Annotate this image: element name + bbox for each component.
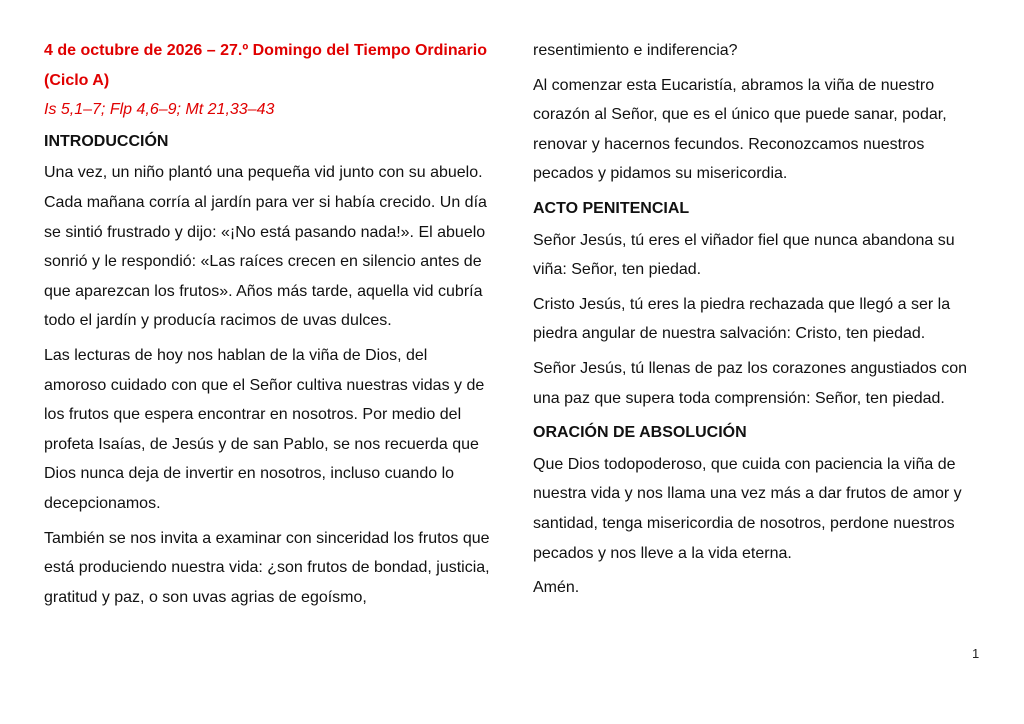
intro-paragraph-4: Al comenzar esta Eucaristía, abramos la viña de nuestro corazón al Señor, que es el único que puede sanar, podar, renovar y hacernos fecundos. Reconozcamos nuestros pecados y pidamos su misericordia. bbox=[533, 76, 947, 183]
intro-continuation: resentimiento e indiferencia? bbox=[533, 42, 738, 59]
page-number: 1 bbox=[972, 646, 980, 661]
heading-introduction: INTRODUCCIÓN bbox=[44, 132, 169, 150]
amen: Amén. bbox=[533, 579, 580, 597]
penitential-invocation-2: Cristo Jesús, tú eres la piedra rechazada que llegó a ser la piedra angular de nuestra salvación: Cristo, ten piedad. bbox=[533, 295, 951, 343]
scripture-references: Is 5,1–7; Flp 4,6–9; Mt 21,33–43 bbox=[44, 101, 275, 119]
right-column bbox=[533, 36, 981, 608]
penitential-invocation-3: Señor Jesús, tú llenas de paz los corazones angustiados con una paz que supera toda comprensión: Señor, ten piedad. bbox=[533, 359, 968, 407]
heading-penitential-act: ACTO PENITENCIAL bbox=[533, 199, 690, 217]
heading-absolution: ORACIÓN DE ABSOLUCIÓN bbox=[533, 424, 747, 442]
intro-paragraph-1: Una vez, un niño plantó una pequeña vid junto con su abuelo. Cada mañana corría al jardín para ver si había crecido. Un día se sintió frustrado y dijo: «¡No está pasando nada!». El abuelo sonrió y le respondió: «Las raíces crecen en silencio antes de que aparezcan los frutos». Años más tarde, aquella vid cubría todo el jardín y producía racimos de uvas dulces. bbox=[44, 164, 487, 330]
left-column bbox=[44, 36, 494, 617]
document-title: 4 de octubre de 2026 – 27.º Domingo del Tiempo Ordinario (Ciclo A) bbox=[44, 42, 487, 89]
intro-paragraph-2: Las lecturas de hoy nos hablan de la viña de Dios, del amoroso cuidado con que el Señor cultiva nuestras vidas y de los frutos que espera encontrar en nosotros. Por medio del profeta Isaías, de Jesús y de san Pablo, se nos recuerda que Dios nunca deja de invertir en nosotros, incluso cuando lo decepcionamos. bbox=[44, 346, 485, 512]
penitential-invocation-1: Señor Jesús, tú eres el viñador fiel que nunca abandona su viña: Señor, ten piedad. bbox=[533, 231, 955, 279]
intro-paragraph-3: También se nos invita a examinar con sinceridad los frutos que está produciendo nuestra vida: ¿son frutos de bondad, justicia, gratitud y paz, o son uvas agrias de egoísmo, bbox=[44, 529, 490, 606]
absolution-prayer: Que Dios todopoderoso, que cuida con paciencia la viña de nuestra vida y nos llama una vez más a dar frutos de amor y santidad, tenga misericordia de nosotros, perdone nuestros pecados y nos lleve a la vida eterna. bbox=[533, 455, 962, 562]
